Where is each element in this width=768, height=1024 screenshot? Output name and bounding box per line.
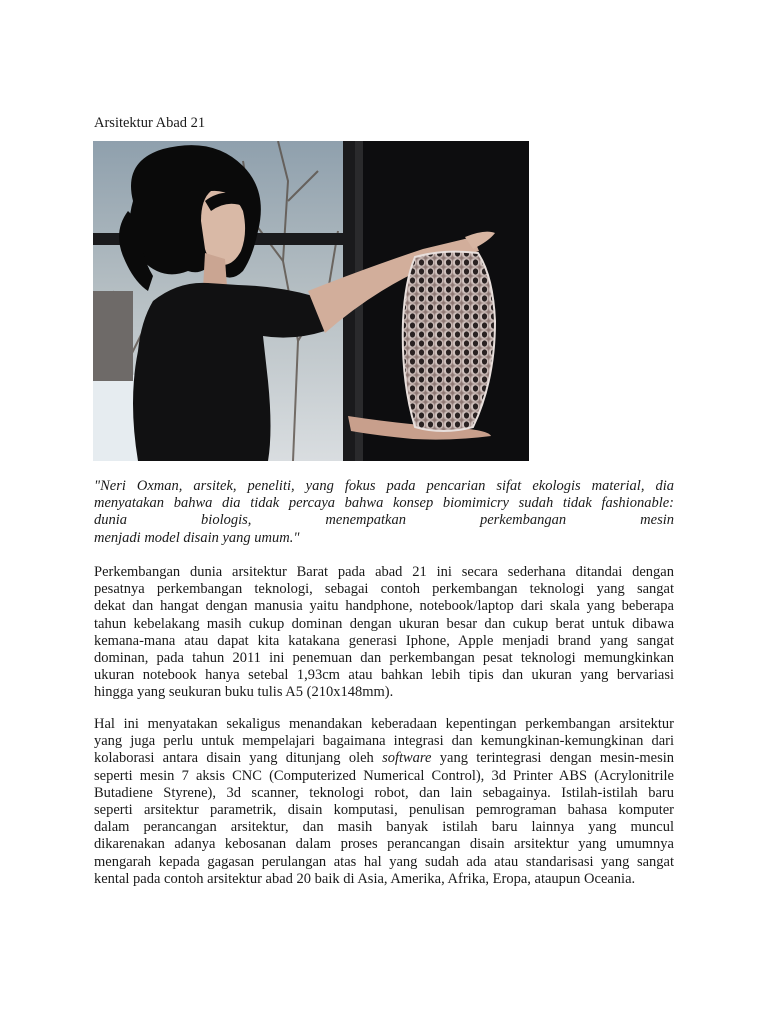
paragraph-line: dominan, pada tahun 2011 ini penemuan dan perkembangan pesat teknologi memungkinkan bbox=[94, 650, 674, 667]
paragraph-line: tahun kebelakang masih cukup dominan dengan ukuran besar dan cukup berat untuk dibawa bbox=[94, 615, 674, 632]
paragraph-line: mengarah kepada gagasan perulangan atas hal yang sudah ada atau standarisasi yang sangat bbox=[94, 853, 674, 870]
paragraph-line: yang juga perlu untuk mempelajari bagaimana integrasi dan kemungkinan-kemungkinan dari bbox=[94, 733, 674, 750]
paragraph-line: Hal ini menyatakan sekaligus menandakan keberadaan kepentingan perkembangan arsitektur bbox=[94, 716, 674, 732]
paragraph-line: ukuran notebook hanya setebal 1,93cm atau bahkan lebih tipis dan ukuran yang bervariasi bbox=[94, 667, 674, 684]
paragraph-line: kental pada contoh arsitektur abad 20 baik di Asia, Amerika, Afrika, Eropa, ataupun Oceania. bbox=[94, 870, 636, 887]
paragraph-line: Perkembangan dunia arsitektur Barat pada abad 21 ini secara sederhana ditandai dengan bbox=[94, 564, 674, 580]
paragraph-line: hingga yang seukuran buku tulis A5 (210x148mm). bbox=[94, 684, 394, 701]
paragraph-line: dikarenakan adanya kebosanan dalam proses perancangan disain arsitektur yang umumnya bbox=[94, 836, 674, 853]
quote-paragraph bbox=[94, 478, 674, 547]
document-title: Arsitektur Abad 21 bbox=[94, 115, 206, 131]
quote-line: "Neri Oxman, arsitek, peneliti, yang fokus pada pencarian sifat ekologis material, dia bbox=[94, 478, 674, 494]
paragraph-line: kemana-mana atau dapat kita katakana generasi Iphone, Apple menjadi brand yang sangat bbox=[94, 632, 674, 649]
photo-illustration bbox=[93, 141, 529, 461]
paragraph-text: yang terintegrasi dengan mesin-mesin bbox=[431, 750, 674, 767]
paragraph-line: Butadiene Styrene), 3d scanner, teknologi robot, dan lain sebagainya. Istilah-istilah baru bbox=[94, 784, 674, 801]
body-paragraph-2 bbox=[94, 716, 674, 888]
paragraph-line: seperti mesin 7 aksis CNC (Computerized Numerical Control), 3d Printer ABS (Acrylonitrile bbox=[94, 767, 674, 784]
paragraph-text: kolaborasi antara disain yang ditunjang oleh bbox=[94, 750, 383, 767]
software-term: software bbox=[382, 750, 432, 767]
paragraph-line: dekat dan hangat dengan manusia yaitu handphone, notebook/laptop dari skala yang beberapa bbox=[94, 598, 674, 615]
paragraph-line: seperti arsitektur parametrik, disain komputasi, penulisan pemrograman bahasa komputer bbox=[94, 802, 674, 819]
body-paragraph-1 bbox=[94, 564, 674, 702]
quote-line: menjadi model disain yang umum." bbox=[94, 529, 300, 546]
paragraph-line: dalam perancangan arsitektur, dan masih banyak istilah baru lainnya yang muncul bbox=[94, 819, 674, 836]
quote-line: dunia biologis, menempatkan perkembangan mesin bbox=[94, 512, 674, 529]
paragraph-line bbox=[94, 750, 674, 767]
photo-woman-holding-vase bbox=[93, 141, 529, 461]
quote-line: menyatakan bahwa dia tidak percaya bahwa konsep biomimicry sudah tidak fashionable: bbox=[94, 495, 674, 512]
paragraph-line: pesatnya perkembangan teknologi, sebagai contoh perkembangan teknologi yang sangat bbox=[94, 581, 674, 598]
